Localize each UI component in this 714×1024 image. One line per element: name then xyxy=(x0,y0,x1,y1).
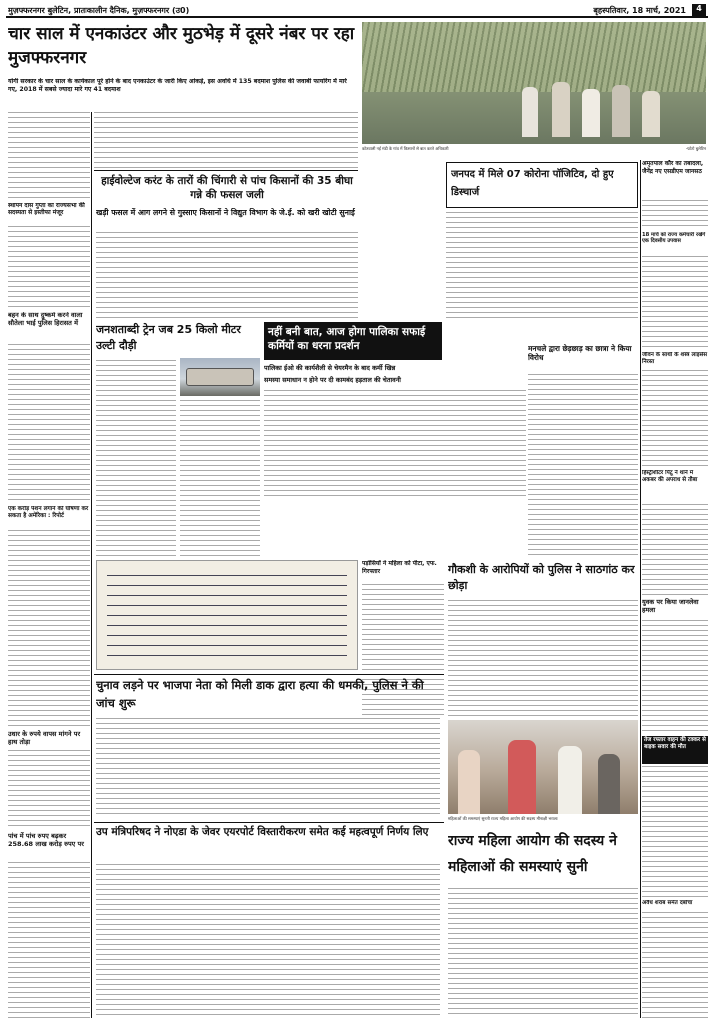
train-icon xyxy=(186,368,254,386)
strike-deck-2: समस्या समाधान न होने पर दी कामबंद हड़ताल की चेतावनी xyxy=(264,376,401,384)
cabinet-body-text xyxy=(96,864,440,1018)
lead-body-text xyxy=(94,112,358,168)
threat-headline: चुनाव लड़ने पर भाजपा नेता को मिली डाक द्वारा हत्या की धमकी, पुलिस ने की जांच शुरू xyxy=(96,678,424,710)
covid-body-text xyxy=(446,212,638,318)
fire-headline: हाईवोल्टेज करंट के तारों की चिंगारी से पांच किसानों की 35 बीघा गन्ने की फसल जली xyxy=(101,175,353,201)
fire-deck: खड़ी फसल में आग लगने से गुस्साए किसानों ने विद्युत विभाग के जे.ई. को खरी खोटी सुनाई xyxy=(96,208,355,217)
left-subhead-brother: बहन के साथ दुष्कर्म करने वाला सौतेला भाई पुलिस हिरासत में xyxy=(8,312,83,327)
molest-body-text xyxy=(528,374,638,558)
right-subhead-license: जीवन के साथी के शस्त्र लाइसेंस निरस्त xyxy=(642,352,708,365)
lead-headline: चार साल में एनकाउंटर और मुठभेड़ में दूसरे नंबर पर रहा मुजफ्फरनगर xyxy=(8,24,355,68)
masthead-date: बृहस्पतिवार, 18 मार्च, 2021 xyxy=(593,6,686,15)
right-subhead-accident: तेज रफ्तार वाहन की टक्कर से बाइक सवार की मौत xyxy=(642,736,708,764)
strike-body-text xyxy=(264,390,526,500)
right-subhead-liquor: अवैध शराब समेत दबोचा xyxy=(642,900,693,906)
right-column-text-2 xyxy=(642,256,708,350)
right-subhead-fast: 18 मार्च को राज्य कर्मचारी रखेंगे एक दिवसीय उपवास xyxy=(642,232,706,245)
handwritten-letter-image xyxy=(96,560,358,670)
masthead xyxy=(6,4,708,18)
strike-headline: नहीं बनी बात, आज होगा पालिका सफाई कर्मियों का धरना प्रदर्शन xyxy=(264,322,442,360)
left-subhead-loan: उधार के रुपये वापस मांगने पर हाथ तोड़ा xyxy=(8,730,81,746)
train-photo xyxy=(180,358,260,396)
women-photo-caption: महिलाओं की समस्याएं सुनती राज्य महिला आयोग की सदस्य मीनाक्षी भराला xyxy=(448,816,558,821)
right-subhead-historysheeter: हिस्ट्रीशीटर पिंटू ने थाने में अकबर की अपराध से तौबा xyxy=(642,470,698,483)
left-subhead-crore: पांच में पांच रुपए बढ़कर 258.68 लाख करोड़ रुपए पर xyxy=(8,832,84,848)
lead-deck: योगी सरकार के चार साल के कार्यकाल पूरे होने के बाद एनकाउंटर के जारी किए आंकड़े, इस अवधि में 135 बदमाश पुलिस की जवाबी फायरिंग में मारे गए, 2018 में सबसे ज्यादा मारे गए 41 बदमाश xyxy=(8,78,347,93)
left-column-text-4 xyxy=(8,530,90,728)
strike-deck-1: पालिका ईओ की कार्यशैली से चेयरमैन के बाद कर्मी खिन्न xyxy=(264,364,396,372)
right-subhead-transfer: अमृतपाल कौर का तबादला, जैनेंद्र नए एसडीएम जानसठ xyxy=(642,160,704,175)
left-column-text-5 xyxy=(8,750,90,830)
train-body-text-2 xyxy=(180,400,260,558)
cow-headline: गौकशी के आरोपियों को पुलिस ने साठगांठ कर छोड़ा xyxy=(448,563,635,592)
left-subhead-america: एक करोड़ पेंशन लगाने की घोषणा कर सकता है अमेरिका : रिपोर्ट xyxy=(8,506,89,519)
column-rule-left xyxy=(91,112,92,1018)
right-column-text-4 xyxy=(642,504,708,596)
masthead-title: मुज़फ्फरनगर बुलेटिन, प्रातःकालीन दैनिक, मुज़फ्फरनगर (उ0) xyxy=(8,6,190,15)
right-subhead-attack: युवक पर किया जानलेवा हमला xyxy=(642,598,699,614)
left-column-text-1 xyxy=(8,112,90,200)
train-body-text xyxy=(96,360,176,558)
women-body-text xyxy=(448,888,638,1018)
covid-headline: जनपद में मिले 07 कोरोना पॉजिटिव, दो हुए डिस्चार्ज xyxy=(451,169,614,198)
left-subhead-rajya-sabha: स्थापन दास गुप्ता का राज्यसभा की सदस्यता से इस्तीफा मंजूर xyxy=(8,202,85,216)
right-column-text-5 xyxy=(642,620,708,734)
molest-headline: मनचले द्वारा छेड़छाड़ का छात्रा ने किया विरोध xyxy=(528,344,632,362)
woman-headline: पड़ोसियों ने महिला को पीटा, एफ. गिरफ्तार xyxy=(362,560,437,575)
right-column-text-3 xyxy=(642,370,708,468)
threat-body-text xyxy=(96,718,440,818)
lead-photo-caption: कोतवाली नई मंडी के गांव में किसानों से बात करते अधिकारी xyxy=(362,146,449,151)
cow-body-text xyxy=(448,600,638,716)
right-column-text-7 xyxy=(642,912,708,1018)
women-commission-photo xyxy=(448,720,638,814)
people-group xyxy=(512,77,692,137)
cabinet-headline: उप मंत्रिपरिषद ने नोएडा के जेवर एयरपोर्ट विस्तारीकरण समेत कई महत्वपूर्ण निर्णय लिए xyxy=(96,826,429,838)
column-rule-right xyxy=(640,160,641,1018)
fire-body-text xyxy=(96,232,358,318)
women-headline: राज्य महिला आयोग की सदस्य ने महिलाओं की समस्याएं सुनी xyxy=(448,833,617,875)
left-column-text-6 xyxy=(8,862,90,1018)
train-headline: जनशताब्दी ट्रेन जब 25 किलो मीटर उल्टी दौड़ी xyxy=(96,323,241,352)
left-column-text-2 xyxy=(8,226,90,310)
left-column-text-3 xyxy=(8,344,90,504)
covid-box xyxy=(446,162,638,208)
lead-photo xyxy=(362,22,706,144)
right-column-text-6 xyxy=(642,766,708,898)
right-column-text-1 xyxy=(642,200,708,230)
page-number: 4 xyxy=(692,4,706,16)
lead-photo-credit: -फोटो बुलेटिन xyxy=(685,146,706,151)
